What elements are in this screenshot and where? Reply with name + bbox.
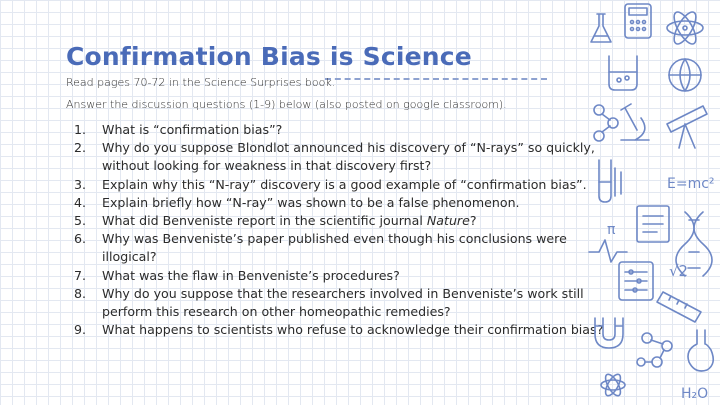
molecule-icon: [594, 105, 618, 141]
formula-sqrt2: √2: [669, 262, 689, 280]
round-flask-icon: [688, 330, 713, 371]
question-item: [74, 176, 604, 194]
question-number: 1.: [74, 122, 87, 137]
question-text: What happens to scientists who refuse to acknowledge their confirmation bias?: [102, 322, 604, 338]
notebook-icon: [637, 206, 669, 242]
flask-icon: [591, 14, 611, 42]
question-item: [74, 321, 604, 339]
question-text: What is “confirmation bias”?: [102, 122, 283, 137]
question-item: [74, 285, 604, 321]
abacus-icon: [619, 262, 653, 300]
question-number: 7.: [74, 267, 87, 283]
question-text-end: ?: [469, 213, 477, 229]
question-item: [74, 267, 604, 285]
intro-line-instructions: Answer the discussion questions (1-9) below (also posted on google classroom).: [66, 98, 507, 111]
question-number: 3.: [74, 176, 87, 192]
journal-name: Nature: [426, 213, 470, 229]
question-number: 9.: [74, 322, 87, 338]
question-list: [74, 121, 604, 339]
title-dashed-rule: [325, 78, 547, 80]
question-text: Explain briefly how “N-ray” was shown to be a false phenomenon.: [102, 194, 520, 210]
formula-pi: π: [607, 222, 616, 238]
question-number: 4.: [74, 194, 87, 210]
question-text: Explain why this “N-ray” discovery is a good example of “confirmation bias”.: [102, 176, 587, 192]
question-item: [74, 194, 604, 212]
formula-h2o: H₂O: [681, 386, 709, 402]
question-text: Why do you suppose Blondlot announced his discovery of “N-rays” so quickly, without looking for weakness in that discovery first?: [102, 140, 595, 174]
question-number: 8.: [74, 285, 87, 301]
question-text: Why was Benveniste’s paper published even though his conclusions were illogical?: [102, 231, 567, 265]
magnet-icon: [595, 318, 623, 348]
formula-emc2: E=mc²: [667, 176, 715, 192]
science-doodles: [585, 0, 720, 405]
microscope-icon: [621, 104, 649, 140]
globe-icon: [669, 59, 701, 91]
pulse-icon: [589, 240, 627, 262]
question-item: [74, 212, 604, 230]
telescope-icon: [667, 106, 707, 148]
ruler-icon: [657, 292, 701, 322]
molecule-cluster-icon: [637, 333, 672, 367]
question-number: 2.: [74, 140, 87, 156]
beaker-icon: [609, 56, 637, 90]
small-atom-icon: [601, 372, 625, 398]
question-text: What was the flaw in Benveniste’s procedures?: [102, 267, 400, 283]
test-tube-icon: [599, 160, 621, 202]
question-item: [74, 121, 604, 139]
question-number: 6.: [74, 231, 87, 247]
question-item: [74, 230, 604, 266]
question-number: 5.: [74, 213, 87, 229]
question-item: [74, 139, 604, 175]
question-text-start: What did Benveniste report in the scientific journal: [102, 213, 427, 229]
atom-icon: [667, 9, 703, 47]
slide-title: Confirmation Bias is Science: [66, 42, 472, 71]
intro-line-reading: Read pages 70-72 in the Science Surprises book.: [66, 76, 336, 89]
calculator-icon: [625, 4, 651, 38]
question-text: Why do you suppose that the researchers involved in Benveniste’s work still perform this research on other homeopathic remedies?: [102, 285, 584, 320]
